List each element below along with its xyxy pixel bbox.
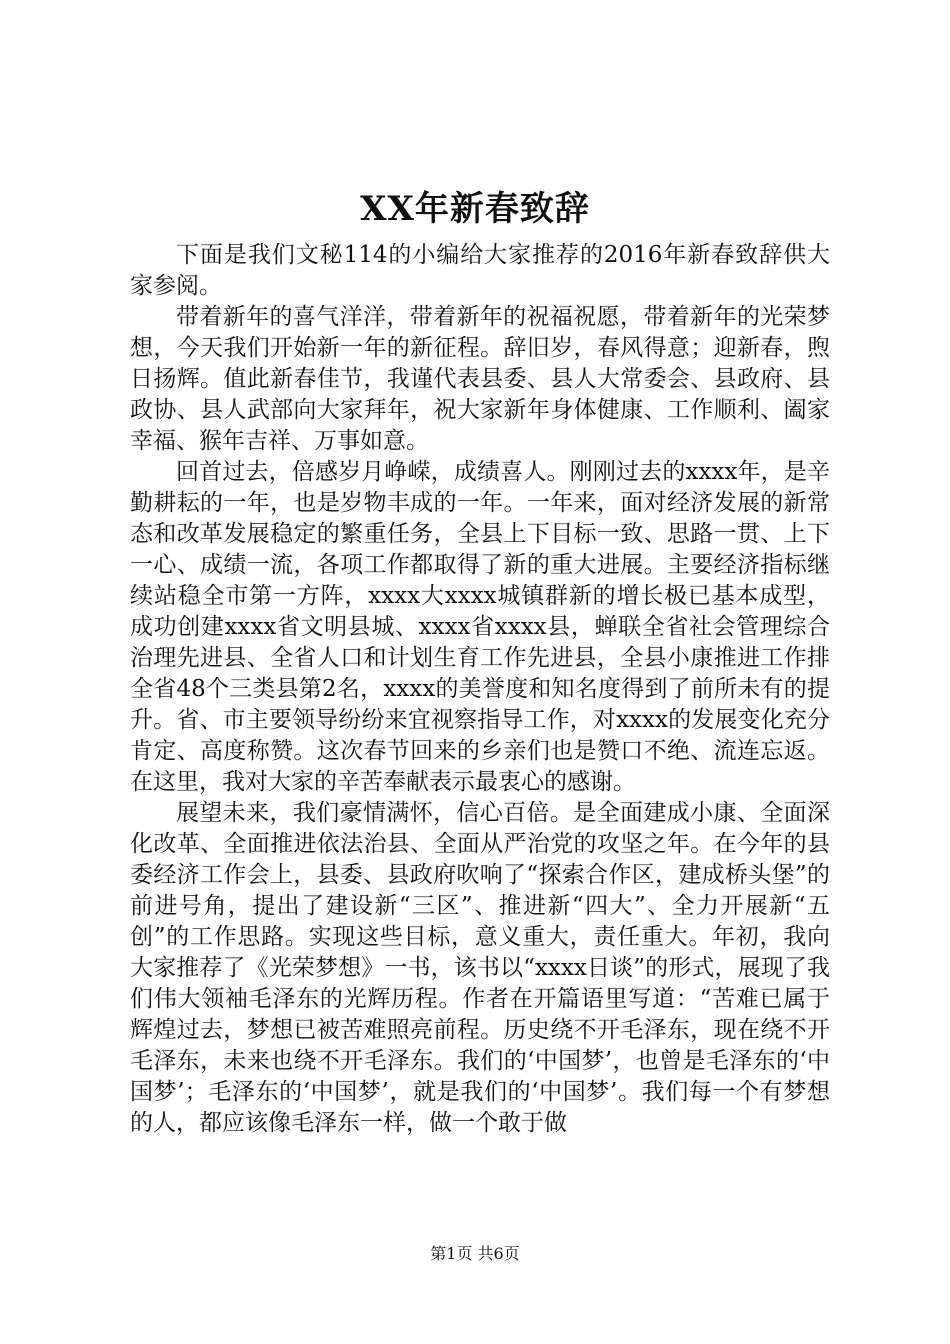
paragraph-outlook: 展望未来，我们豪情满怀，信心百倍。是全面建成小康、全面深化改革、全面推进依法治县、全面从严治党的攻坚之年。在今年的县委经济工作会上，县委、县政府吹响了“探索合作区，建成桥头堡”的前进号角，提出了建设新“三区”、推进新“四大”、全力开展新“五创”的工作思路。实现这些目标，意义重大，责任重大。年初，我向大家推荐了《光荣梦想》一书，该书以“xxxx日谈”的形式，展现了我们伟大领袖毛泽东的光辉历程。作者在开篇语里写道：“苦难已属于辉煌过去，梦想已被苦难照亮前程。历史绕不开毛泽东，现在绕不开毛泽东，未来也绕不开毛泽东。我们的‘中国梦’，也曾是毛泽东的‘中国梦’；毛泽东的‘中国梦’，就是我们的‘中国梦’。我们每一个有梦想的人，都应该像毛泽东一样，做一个敢于做 xyxy=(130,800,830,1136)
paragraph-intro: 下面是我们文秘114的小编给大家推荐的2016年新春致辞供大家参阅。 xyxy=(130,242,830,299)
paragraph-greeting: 带着新年的喜气洋洋，带着新年的祝福祝愿，带着新年的光荣梦想，今天我们开始新一年的新征程。辞旧岁，春风得意；迎新春，煦日扬辉。值此新春佳节，我谨代表县委、县人大常委会、县政府、县政协、县人武部向大家拜年，祝大家新年身体健康、工作顺利、阖家幸福、猴年吉祥、万事如意。 xyxy=(130,304,830,454)
document-body xyxy=(130,240,830,1139)
paragraph-review: 回首过去，倍感岁月峥嵘，成绩喜人。刚刚过去的xxxx年，是辛勤耕耘的一年，也是岁物丰成的一年。一年来，面对经济发展的新常态和改革发展稳定的繁重任务，全县上下目标一致、思路一贯、上下一心、成绩一流，各项工作都取得了新的重大进展。主要经济指标继续站稳全市第一方阵，xxxx大xxxx城镇群新的增长极已基本成型，成功创建xxxx省文明县城、xxxx省xxxx县，蝉联全省社会管理综合治理先进县、全省人口和计划生育工作先进县，全县小康推进工作排全省48个三类县第2名，xxxx的美誉度和知名度得到了前所未有的提升。省、市主要领导纷纷来宜视察指导工作，对xxxx的发展变化充分肯定、高度称赞。这次春节回来的乡亲们也是赞口不绝、流连忘返。在这里，我对大家的辛苦奉献表示最衷心的感谢。 xyxy=(130,459,830,795)
document-title: XX年新春致辞 xyxy=(360,189,590,229)
page-number-footer: 第1页 共6页 xyxy=(430,1244,520,1263)
